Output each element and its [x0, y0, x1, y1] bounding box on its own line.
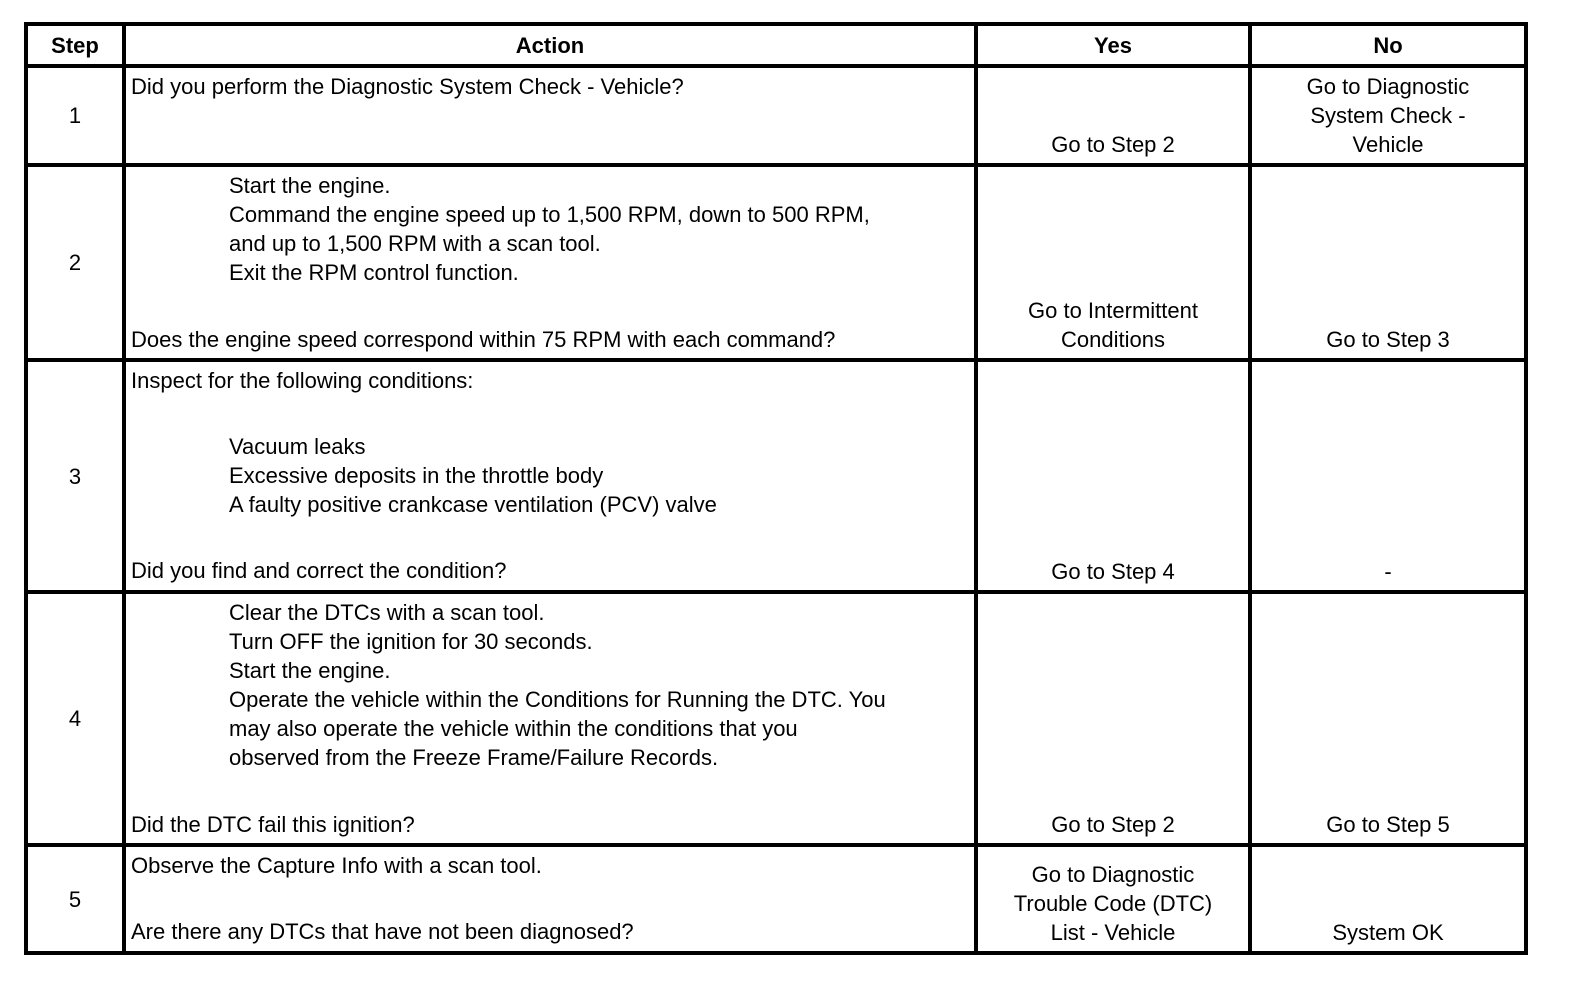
action-item: Start the engine. — [229, 658, 391, 683]
yes-result-line: Go to Diagnostic — [1031, 862, 1195, 887]
yes-cell — [976, 845, 1250, 953]
action-item: observed from the Freeze Frame/Failure Records. — [229, 745, 719, 770]
step-number: 2 — [26, 165, 124, 360]
step-number: 3 — [26, 360, 124, 592]
header-action: Action — [124, 24, 976, 66]
action-lead: Inspect for the following conditions: — [131, 368, 474, 393]
table-row-step-2 — [26, 165, 1526, 360]
action-item: Excessive deposits in the throttle body — [229, 463, 604, 488]
header-yes: Yes — [976, 24, 1250, 66]
action-question: Are there any DTCs that have not been diagnosed? — [131, 919, 634, 944]
no-result: System OK — [1332, 920, 1444, 945]
action-item: Start the engine. — [229, 173, 391, 198]
no-result: Go to Step 3 — [1326, 327, 1450, 352]
yes-cell — [976, 360, 1250, 592]
yes-result-line: Conditions — [1061, 327, 1165, 352]
action-cell — [124, 592, 976, 845]
no-cell — [1250, 592, 1526, 845]
yes-cell — [976, 165, 1250, 360]
action-item: Vacuum leaks — [229, 434, 366, 459]
no-result: Go to Step 5 — [1326, 812, 1450, 837]
action-question: Did the DTC fail this ignition? — [131, 812, 415, 837]
action-cell — [124, 845, 976, 953]
action-item: Operate the vehicle within the Conditions for Running the DTC. You — [229, 687, 886, 712]
step-number: 4 — [26, 592, 124, 845]
yes-result: Go to Step 2 — [1051, 812, 1175, 837]
yes-result: Go to Step 4 — [1051, 559, 1175, 584]
header-no: No — [1250, 24, 1526, 66]
step-number: 1 — [26, 66, 124, 165]
yes-result-line: List - Vehicle — [1050, 920, 1176, 945]
action-cell — [124, 360, 976, 592]
action-item: Command the engine speed up to 1,500 RPM, down to 500 RPM, — [229, 202, 870, 227]
header-step: Step — [26, 24, 124, 66]
action-lead: Observe the Capture Info with a scan tool. — [131, 853, 542, 878]
yes-result: Go to Step 2 — [1051, 132, 1175, 157]
diagnostic-table — [24, 22, 1528, 955]
table-row-step-1 — [26, 66, 1526, 165]
action-item: Clear the DTCs with a scan tool. — [229, 600, 545, 625]
action-item: may also operate the vehicle within the conditions that you — [229, 716, 798, 741]
step-number: 5 — [26, 845, 124, 953]
table-row-step-3 — [26, 360, 1526, 592]
header-row — [26, 24, 1526, 66]
action-cell — [124, 165, 976, 360]
action-item: Exit the RPM control function. — [229, 260, 519, 285]
action-question: Does the engine speed correspond within 75 RPM with each command? — [131, 327, 836, 352]
no-result-line: Vehicle — [1352, 132, 1424, 157]
yes-cell — [976, 66, 1250, 165]
action-item: Turn OFF the ignition for 30 seconds. — [229, 629, 593, 654]
yes-result-line: Trouble Code (DTC) — [1013, 891, 1213, 916]
no-cell — [1250, 845, 1526, 953]
action-question: Did you find and correct the condition? — [131, 558, 507, 583]
yes-cell — [976, 592, 1250, 845]
table-row-step-4 — [26, 592, 1526, 845]
yes-result-line: Go to Intermittent — [1028, 298, 1198, 323]
no-result: - — [1384, 559, 1392, 584]
action-item: A faulty positive crankcase ventilation (PCV) valve — [229, 492, 717, 517]
no-cell — [1250, 165, 1526, 360]
table-row-step-5 — [26, 845, 1526, 953]
action-question: Did you perform the Diagnostic System Check - Vehicle? — [131, 74, 684, 99]
no-result-line: Go to Diagnostic — [1306, 74, 1470, 99]
no-result-line: System Check - — [1310, 103, 1466, 128]
no-cell — [1250, 360, 1526, 592]
no-cell — [1250, 66, 1526, 165]
action-cell — [124, 66, 976, 165]
action-item: and up to 1,500 RPM with a scan tool. — [229, 231, 601, 256]
